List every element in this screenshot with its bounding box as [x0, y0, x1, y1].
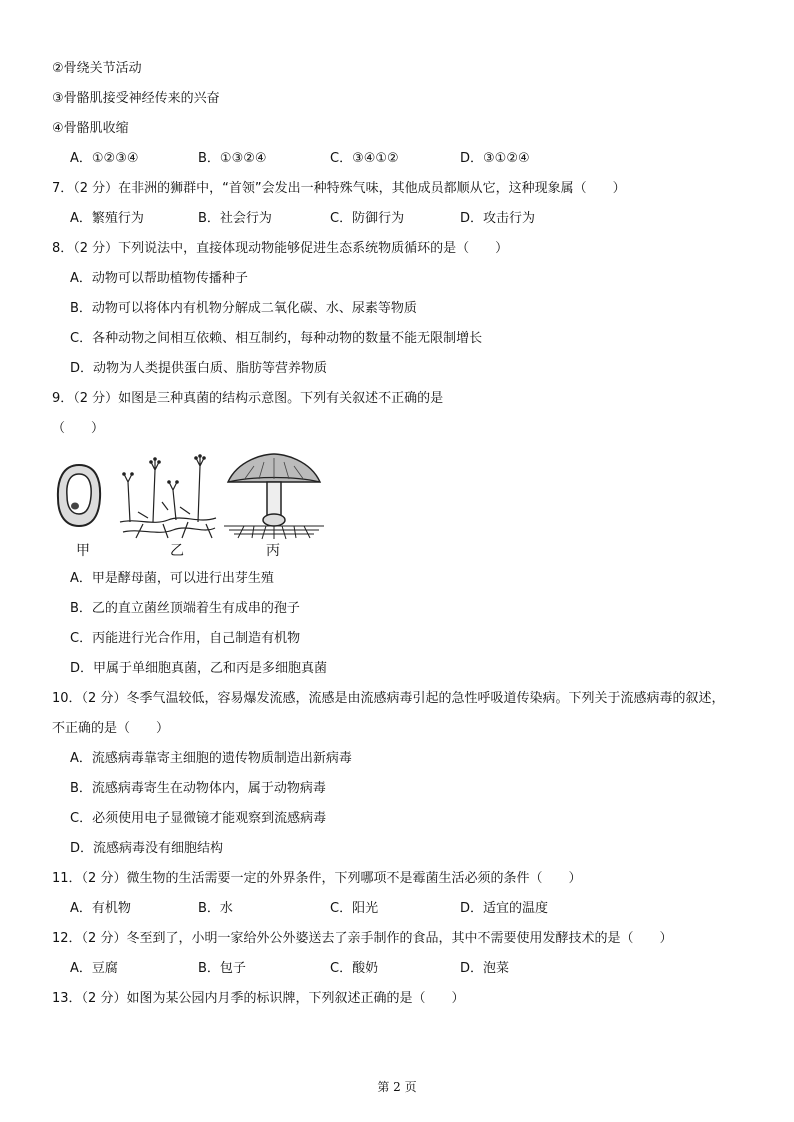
q11-stem: 11．（2 分）微生物的生活需要一定的外界条件，下列哪项不是霉菌生活必须的条件（ ）	[52, 871, 582, 886]
q11-option-a: A．有机物	[70, 901, 131, 916]
q7-option-c: C．防御行为	[330, 211, 405, 226]
yeast-cell-drawing	[54, 462, 104, 530]
q6-option-b: B．①③②④	[198, 151, 267, 166]
q11-option-b: B．水	[198, 901, 233, 916]
q10-option-d: D．流感病毒没有细胞结构	[70, 841, 224, 856]
q10-stem-line2: 不正确的是（ ）	[52, 721, 170, 736]
q12-stem: 12．（2 分）冬至到了，小明一家给外公外婆送去了亲手制作的食品，其中不需要使用发酵技术的是（ ）	[52, 931, 673, 946]
q8-option-b: B．动物可以将体内有机物分解成二氧化碳、水、尿素等物质	[70, 301, 417, 316]
q12-option-c: C．酸奶	[330, 961, 379, 976]
figure-label-yi: 乙	[170, 543, 184, 559]
q6-option-d: D．③①②④	[460, 151, 530, 166]
q10-option-c: C．必须使用电子显微镜才能观察到流感病毒	[70, 811, 327, 826]
q9-option-c: C．丙能进行光合作用，自己制造有机物	[70, 631, 301, 646]
q10-stem-line1: 10．（2 分）冬季气温较低，容易爆发流感，流感是由流感病毒引起的急性呼吸道传染病。下列关于流感病毒的叙述，	[52, 691, 725, 706]
q8-option-d: D．动物为人类提供蛋白质、脂肪等营养物质	[70, 361, 328, 376]
page-number: 第 2 页	[377, 1080, 417, 1094]
q13-stem: 13．（2 分）如图为某公园内月季的标识牌，下列叙述正确的是（ ）	[52, 991, 465, 1006]
q12-option-b: B．包子	[198, 961, 246, 976]
q12-option-a: A．豆腐	[70, 961, 118, 976]
q7-option-d: D．攻击行为	[460, 211, 536, 226]
q8-option-c: C．各种动物之间相互依赖、相互制约，每种动物的数量不能无限制增长	[70, 331, 483, 346]
step-3: ③骨骼肌接受神经传来的兴奋	[52, 91, 220, 106]
q7-option-a: A．繁殖行为	[70, 211, 144, 226]
q6-option-c: C．③④①②	[330, 151, 399, 166]
q9-option-a: A．甲是酵母菌，可以进行出芽生殖	[70, 571, 274, 586]
mold-hyphae-drawing	[118, 452, 218, 540]
q9-paren: （ ）	[52, 421, 105, 436]
step-2: ②骨绕关节活动	[52, 61, 142, 76]
q11-option-d: D．适宜的温度	[460, 901, 549, 916]
q10-option-b: B．流感病毒寄生在动物体内，属于动物病毒	[70, 781, 326, 796]
mushroom-drawing	[224, 452, 324, 540]
figure-label-bing: 丙	[266, 543, 280, 559]
q6-option-a: A．①②③④	[70, 151, 139, 166]
figure-label-jia: 甲	[76, 543, 90, 559]
q9-stem: 9．（2 分）如图是三种真菌的结构示意图。下列有关叙述不正确的是	[52, 391, 444, 406]
q8-option-a: A．动物可以帮助植物传播种子	[70, 271, 248, 286]
fungi-figure	[52, 452, 332, 562]
step-4: ④骨骼肌收缩	[52, 121, 129, 136]
q7-option-b: B．社会行为	[198, 211, 272, 226]
q8-stem: 8．（2 分）下列说法中，直接体现动物能够促进生态系统物质循环的是（ ）	[52, 241, 509, 256]
q12-option-d: D．泡菜	[460, 961, 510, 976]
q11-option-c: C．阳光	[330, 901, 379, 916]
q9-option-b: B．乙的直立菌丝顶端着生有成串的孢子	[70, 601, 300, 616]
q7-stem: 7．（2 分）在非洲的狮群中，“首领”会发出一种特殊气味，其他成员都顺从它，这种现象属（ ）	[52, 181, 626, 196]
q9-option-d: D．甲属于单细胞真菌，乙和丙是多细胞真菌	[70, 661, 328, 676]
q10-option-a: A．流感病毒靠寄主细胞的遗传物质制造出新病毒	[70, 751, 352, 766]
